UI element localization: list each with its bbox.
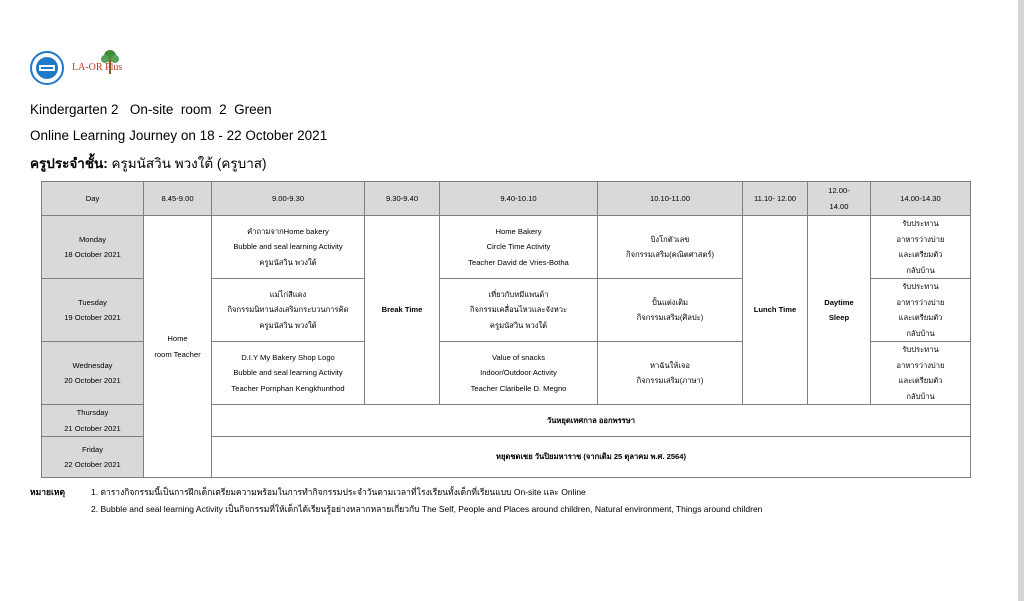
teacher-label: ครูประจำชั้น: xyxy=(30,156,108,171)
col-header-1200: 12.00- 14.00 xyxy=(808,182,871,216)
homeroom-teacher-line xyxy=(30,152,267,174)
activity-cell: คำถามจากHome bakery Bubble and seal learning Activity ครูมนัสวิน พวงใต้ xyxy=(212,216,365,279)
activity-cell: Home Bakery Circle Time Activity Teacher David de Vries-Botha xyxy=(440,216,598,279)
day-cell-thursday: Thursday 21 October 2021 xyxy=(42,405,144,437)
activity-cell: ปั้นแต่งเติม กิจกรรมเสริม(ศิลปะ) xyxy=(598,279,743,342)
activity-cell: Value of snacks Indoor/Outdoor Activity Teacher Claribelle D. Megno xyxy=(440,342,598,405)
holiday-cell-thursday: วันหยุดเทศกาล ออกพรรษา xyxy=(212,405,971,437)
activity-cell: แม่ไก่สีแดง กิจกรรมนิทานส่งเสริมกระบวนการคิด ครูมนัสวิน พวงใต้ xyxy=(212,279,365,342)
col-header-1010: 10.10-11.00 xyxy=(598,182,743,216)
col-header-0900: 9.00-9.30 xyxy=(212,182,365,216)
holiday-cell-friday: หยุดชดเชย วันปิยมหาราช (จากเดิม 25 ตุลาคม พ.ศ. 2564) xyxy=(212,437,971,478)
snack-cell: รับประทาน อาหารว่างบ่าย และเตรียมตัว กลับบ้าน xyxy=(871,342,971,405)
snack-cell: รับประทาน อาหารว่างบ่าย และเตรียมตัว กลับบ้าน xyxy=(871,216,971,279)
class-title: Kindergarten 2 On-site room 2 Green xyxy=(30,102,272,117)
activity-cell: หาฉันให้เจอ กิจกรรมเสริม(ภาษา) xyxy=(598,342,743,405)
logo-text: LA-OR Plus xyxy=(72,62,123,73)
homeroom-cell: Home room Teacher xyxy=(144,216,212,478)
lunch-time-cell: Lunch Time xyxy=(743,216,808,405)
snack-cell: รับประทาน อาหารว่างบ่าย และเตรียมตัว กลับบ้าน xyxy=(871,279,971,342)
col-header-day: Day xyxy=(42,182,144,216)
day-cell-wednesday: Wednesday 20 October 2021 xyxy=(42,342,144,405)
schedule-table xyxy=(41,181,971,478)
right-edge-bar xyxy=(1018,0,1024,601)
col-header-1110: 11.10- 12.00 xyxy=(743,182,808,216)
activity-cell: บิงโกตัวเลข กิจกรรมเสริม(คณิตศาสตร์) xyxy=(598,216,743,279)
break-time-cell: Break Time xyxy=(365,216,440,405)
daytime-sleep-cell: Daytime Sleep xyxy=(808,216,871,405)
header-row xyxy=(42,182,971,216)
table-row xyxy=(42,216,971,279)
col-header-1400: 14.00-14.30 xyxy=(871,182,971,216)
notes-label: หมายเหตุ xyxy=(30,487,65,497)
activity-cell: เที่ยวกับหมีแพนด้า กิจกรรมเคลื่อนไหวและจังหวะ ครูมนัสวิน พวงใต้ xyxy=(440,279,598,342)
day-cell-friday: Friday 22 October 2021 xyxy=(42,437,144,478)
col-header-0930: 9.30-9.40 xyxy=(365,182,440,216)
note-item: 2. Bubble and seal learning Activity เป็นกิจกรรมที่ให้เด็กได้เรียนรู้อย่างหลากหลายเกี่ยวกับ The Self, People and Places around children, Natural environment, Things around children xyxy=(91,504,763,514)
day-cell-monday: Monday 18 October 2021 xyxy=(42,216,144,279)
note-item: 1. ตารางกิจกรรมนี้เป็นการฝึกเด็กเตรียมความพร้อมในการทำกิจกรรมประจำวันตามเวลาที่โรงเรียนทั้งเด็กที่เรียนแบบ On-site และ Online xyxy=(91,487,586,497)
col-header-0940: 9.40-10.10 xyxy=(440,182,598,216)
day-cell-tuesday: Tuesday 19 October 2021 xyxy=(42,279,144,342)
col-header-0845: 8.45-9.00 xyxy=(144,182,212,216)
journey-title: Online Learning Journey on 18 - 22 October 2021 xyxy=(30,128,328,143)
la-or-plus-logo xyxy=(72,48,172,84)
activity-cell: D.I.Y My Bakery Shop Logo Bubble and seal learning Activity Teacher Pornphan Kengkhunthod xyxy=(212,342,365,405)
teacher-name: ครูมนัสวิน พวงใต้ (ครูบาส) xyxy=(107,156,267,171)
school-seal-icon xyxy=(30,51,64,85)
